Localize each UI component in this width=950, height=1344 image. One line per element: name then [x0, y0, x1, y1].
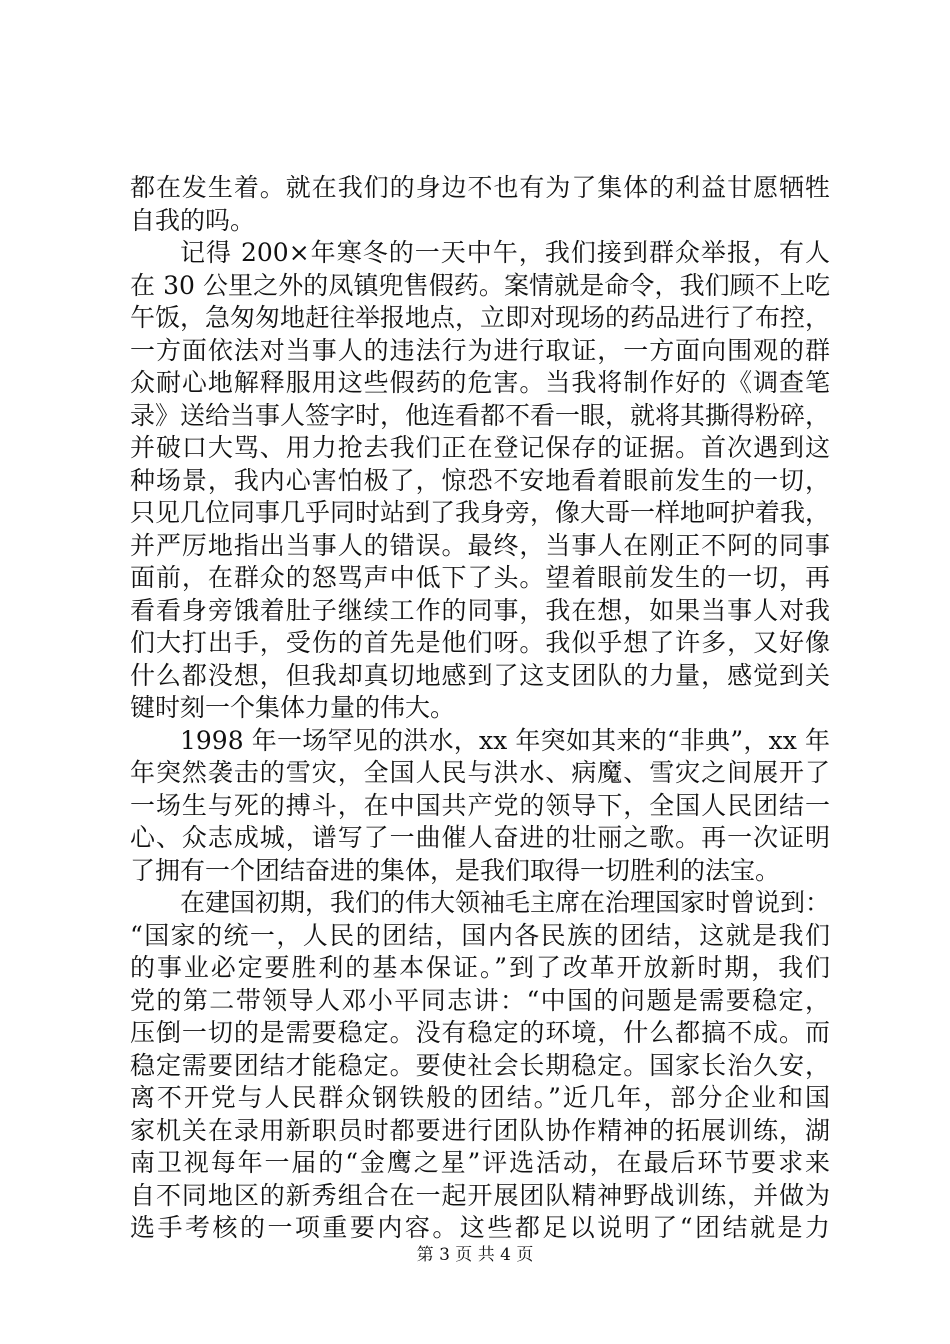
text-line: 键时刻一个集体力量的伟大。 — [130, 693, 456, 722]
text-line: 稳定需要团结才能稳定。要使社会长期稳定。国家长治久安， — [130, 1050, 830, 1080]
text-line: 们大打出手，受伤的首先是他们呀。我似乎想了许多，又好像 — [130, 628, 830, 657]
text-line: 种场景，我内心害怕极了，惊恐不安地看着眼前发生的一切， — [130, 465, 830, 495]
text-line: 记得 200×年寒冬的一天中午，我们接到群众举报，有人 — [180, 238, 830, 267]
text-line: 自我的吗。 — [130, 205, 256, 235]
page-number-footer: 第 3 页 共 4 页 — [416, 1245, 534, 1265]
text-line: 自不同地区的新秀组合在一起开展团队精神野战训练，并做为 — [130, 1180, 830, 1210]
text-line: 只见几位同事几乎同时站到了我身旁，像大哥一样地呵护着我， — [130, 498, 831, 527]
text-line: 南卫视每年一届的“金鹰之星”评选活动，在最后环节要求来 — [130, 1148, 830, 1177]
text-line: 都在发生着。就在我们的身边不也有为了集体的利益甘愿牺牲 — [130, 173, 830, 202]
text-line: 压倒一切的是需要稳定。没有稳定的环境，什么都搞不成。而 — [130, 1018, 830, 1047]
text-line: 党的第二带领导人邓小平同志讲：“中国的问题是需要稳定， — [130, 985, 830, 1015]
text-line: 了拥有一个团结奋进的集体，是我们取得一切胜利的法宝。 — [130, 855, 781, 885]
text-line: 录》送给当事人签字时，他连看都不看一眼，就将其撕得粉碎， — [130, 400, 831, 430]
text-line: 面前，在群众的怒骂声中低下了头。望着眼前发生的一切，再 — [130, 563, 830, 592]
text-line: 在建国初期，我们的伟大领袖毛主席在治理国家时曾说到： — [180, 888, 831, 917]
text-line: 并破口大骂、用力抢去我们正在登记保存的证据。首次遇到这 — [130, 433, 830, 462]
text-line: 一方面依法对当事人的违法行为进行取证，一方面向围观的群 — [130, 335, 830, 365]
text-line: 的事业必定要胜利的基本保证。”到了改革开放新时期，我们 — [130, 953, 830, 982]
text-line: 午饭，急匆匆地赶往举报地点，立即对现场的药品进行了布控， — [130, 303, 831, 332]
text-line: 一场生与死的搏斗，在中国共产党的领导下，全国人民团结一 — [130, 790, 830, 820]
body-text — [130, 172, 830, 1245]
text-line: 1998 年一场罕见的洪水，xx 年突如其来的“非典”，xx 年 — [180, 725, 830, 755]
text-line: “国家的统一，人民的团结，国内各民族的团结，这就是我们 — [130, 920, 830, 950]
text-line: 看看身旁饿着肚子继续工作的同事，我在想，如果当事人对我 — [130, 595, 830, 625]
text-line: 心、众志成城，谱写了一曲催人奋进的壮丽之歌。再一次证明 — [130, 823, 830, 852]
text-line: 在 30 公里之外的凤镇兜售假药。案情就是命令，我们顾不上吃 — [130, 270, 830, 300]
text-line: 家机关在录用新职员时都要进行团队协作精神的拓展训练，湖 — [130, 1115, 830, 1145]
text-line: 并严厉地指出当事人的错误。最终，当事人在刚正不阿的同事 — [130, 530, 830, 560]
text-line: 选手考核的一项重要内容。这些都足以说明了“团结就是力 — [130, 1213, 830, 1242]
text-line: 什么都没想，但我却真切地感到了这支团队的力量，感觉到关 — [130, 660, 830, 690]
text-line: 离不开党与人民群众钢铁般的团结。”近几年，部分企业和国 — [130, 1083, 830, 1112]
text-line: 众耐心地解释服用这些假药的危害。当我将制作好的《调查笔 — [130, 368, 830, 397]
text-line: 年突然袭击的雪灾，全国人民与洪水、病魔、雪灾之间展开了 — [130, 758, 830, 787]
